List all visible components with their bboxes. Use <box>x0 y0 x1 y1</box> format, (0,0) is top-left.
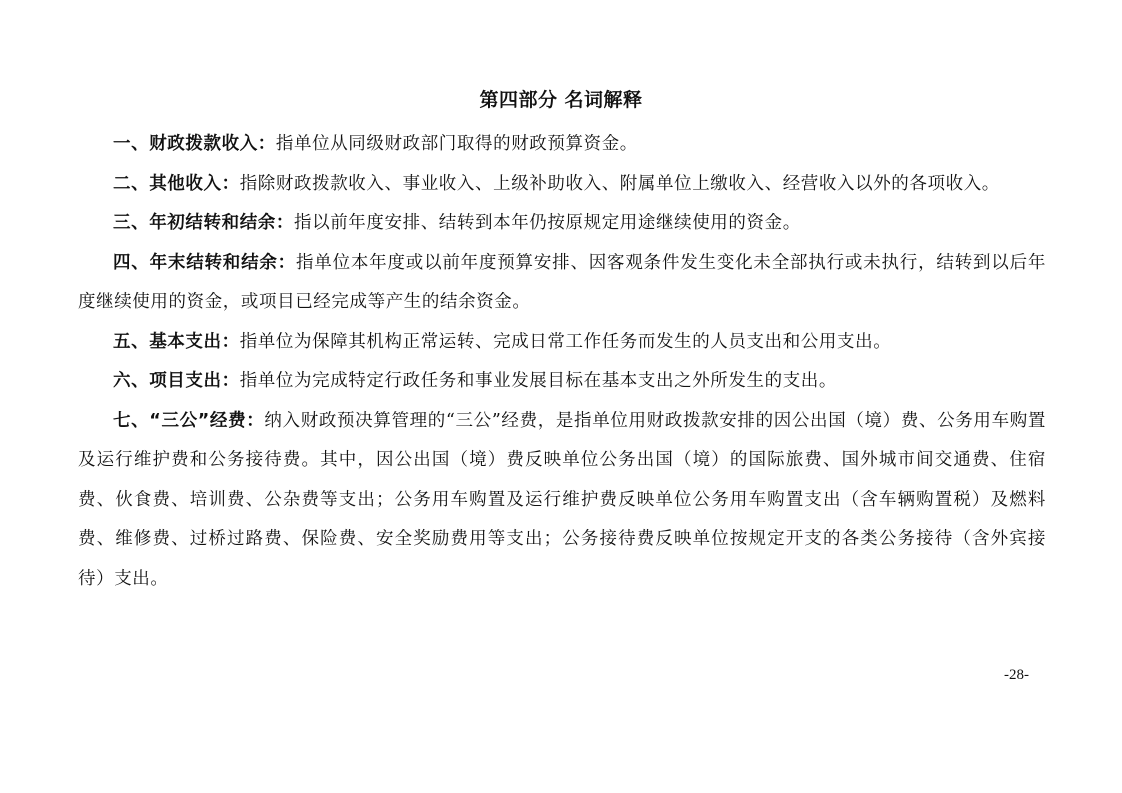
definition-text: 指单位为保障其机构正常运转、完成日常工作任务而发生的人员支出和公用支出。 <box>239 331 892 352</box>
definitions-body <box>78 125 1046 599</box>
definition-term: 七、“三公”经费： <box>113 410 265 431</box>
definition-text: 指以前年度安排、结转到本年仍按原规定用途继续使用的资金。 <box>294 213 801 233</box>
definition-text: 指除财政拨款收入、事业收入、上级补助收入、附属单位上缴收入、经营收入以外的各项收入。 <box>239 173 1000 194</box>
page-number: -28- <box>1004 667 1029 683</box>
definition-term: 三、年初结转和结余： <box>113 213 294 233</box>
definition-text: 指单位本年度或以前年度预算安排、因客观条件发生变化未全部执行或未执行，结转到以后年度继续使用的资金，或项目已经完成等产生的结余资金。 <box>78 252 1046 312</box>
definition-item <box>78 323 1046 363</box>
definition-item <box>78 204 1046 244</box>
definition-item <box>78 165 1046 205</box>
definition-term: 五、基本支出： <box>113 331 240 352</box>
definition-term: 一、财政拨款收入： <box>113 134 276 154</box>
definition-item <box>78 244 1046 323</box>
definition-item <box>78 362 1046 402</box>
definition-item <box>78 402 1046 600</box>
definition-text: 指单位为完成特定行政任务和事业发展目标在基本支出之外所发生的支出。 <box>239 371 838 391</box>
definition-term: 二、其他收入： <box>113 173 240 194</box>
definition-item <box>78 125 1046 165</box>
definition-term: 六、项目支出： <box>113 371 240 391</box>
definition-text: 纳入财政预决算管理的“三公”经费，是指单位用财政拨款安排的因公出国（境）费、公务用车购置及运行维护费和公务接待费。其中，因公出国（境）费反映单位公务出国（境）的国际旅费、国外城市间交通费、住宿费、伙食费、培训费、公杂费等支出；公务用车购置及运行维护费反映单位公务用车购置支出（含车辆购置税）及燃料费、维修费、过桥过路费、保险费、安全奖励费用等支出；公务接待费反映单位按规定开支的各类公务接待（含外宾接待）支出。 <box>78 410 1046 589</box>
definition-term: 四、年末结转和结余： <box>113 252 296 273</box>
definition-text: 指单位从同级财政部门取得的财政预算资金。 <box>275 134 638 154</box>
page-title: 第四部分 名词解释 <box>479 89 643 111</box>
